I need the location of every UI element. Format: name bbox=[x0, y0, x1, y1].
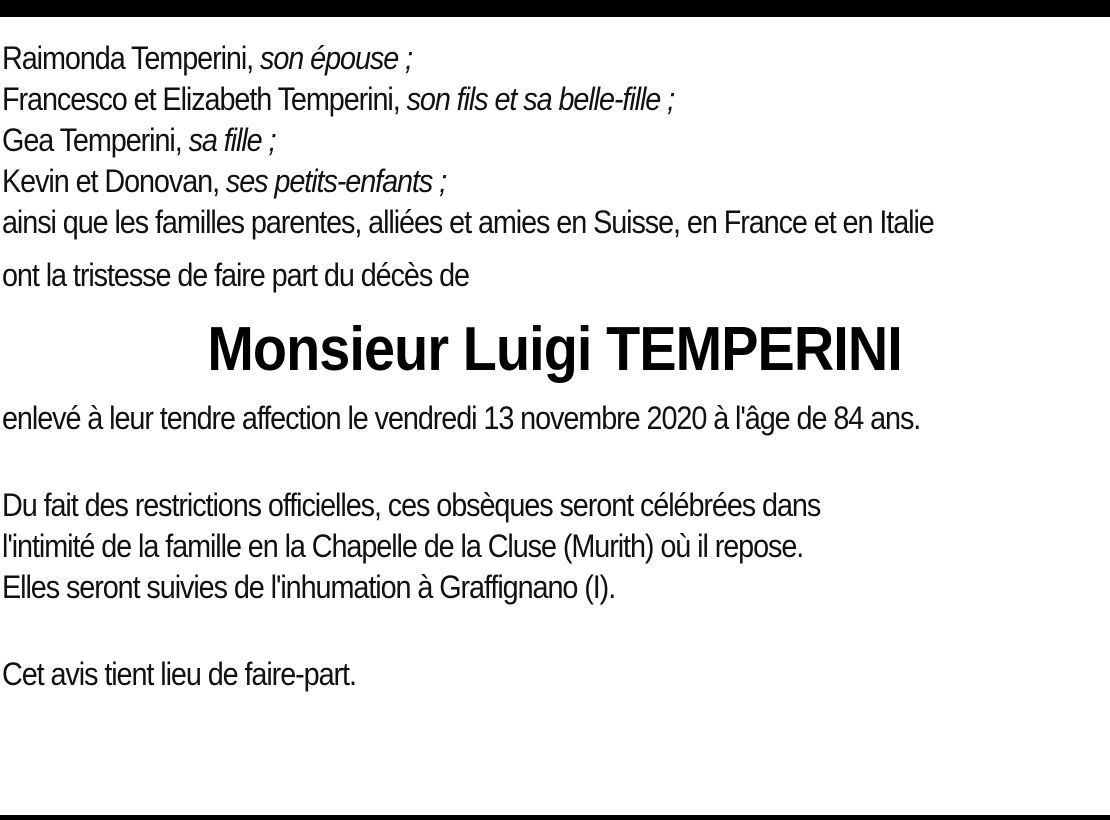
family-line-spouse bbox=[2, 38, 1107, 79]
family-member-name: Raimonda Temperini, bbox=[2, 40, 261, 76]
deceased-name: Monsieur Luigi TEMPERINI bbox=[207, 315, 902, 384]
family-member-relation: ses petits-enfants ; bbox=[225, 163, 447, 199]
death-info: enlevé à leur tendre affection le vendredi 13 novembre 2020 à l'âge de 84 ans. bbox=[2, 400, 921, 436]
closing-text: Cet avis tient lieu de faire-part. bbox=[2, 656, 356, 692]
spacer bbox=[2, 608, 1107, 654]
family-member-name: Gea Temperini, bbox=[2, 122, 189, 158]
family-member-name: Kevin et Donovan, bbox=[2, 163, 226, 199]
family-line-grandchildren bbox=[2, 161, 1107, 202]
ceremony-line-3: Elles seront suivies de l'inhumation à Graffignano (I). bbox=[2, 569, 616, 605]
family-member-name: Francesco et Elizabeth Temperini, bbox=[2, 81, 407, 117]
family-member-relation: son fils et sa belle-fille ; bbox=[406, 81, 675, 117]
ceremony-line-1: Du fait des restrictions officielles, ces obsèques seront célébrées dans bbox=[2, 487, 821, 523]
family-line-son bbox=[2, 79, 1107, 120]
family-member-relation: sa fille ; bbox=[188, 122, 276, 158]
ceremony-line-2: l'intimité de la famille en la Chapelle de la Cluse (Murith) où il repose. bbox=[2, 528, 804, 564]
obituary-notice bbox=[2, 38, 1107, 695]
spacer bbox=[2, 243, 1107, 255]
families-line: ainsi que les familles parentes, alliées et amies en Suisse, en France et en Italie bbox=[2, 204, 934, 240]
top-rule bbox=[0, 0, 1110, 17]
spacer bbox=[2, 439, 1107, 485]
family-member-relation: son épouse ; bbox=[260, 40, 412, 76]
announcement-text: ont la tristesse de faire part du décès de bbox=[2, 257, 469, 293]
bottom-rule bbox=[0, 815, 1110, 820]
family-line-daughter bbox=[2, 120, 1107, 161]
